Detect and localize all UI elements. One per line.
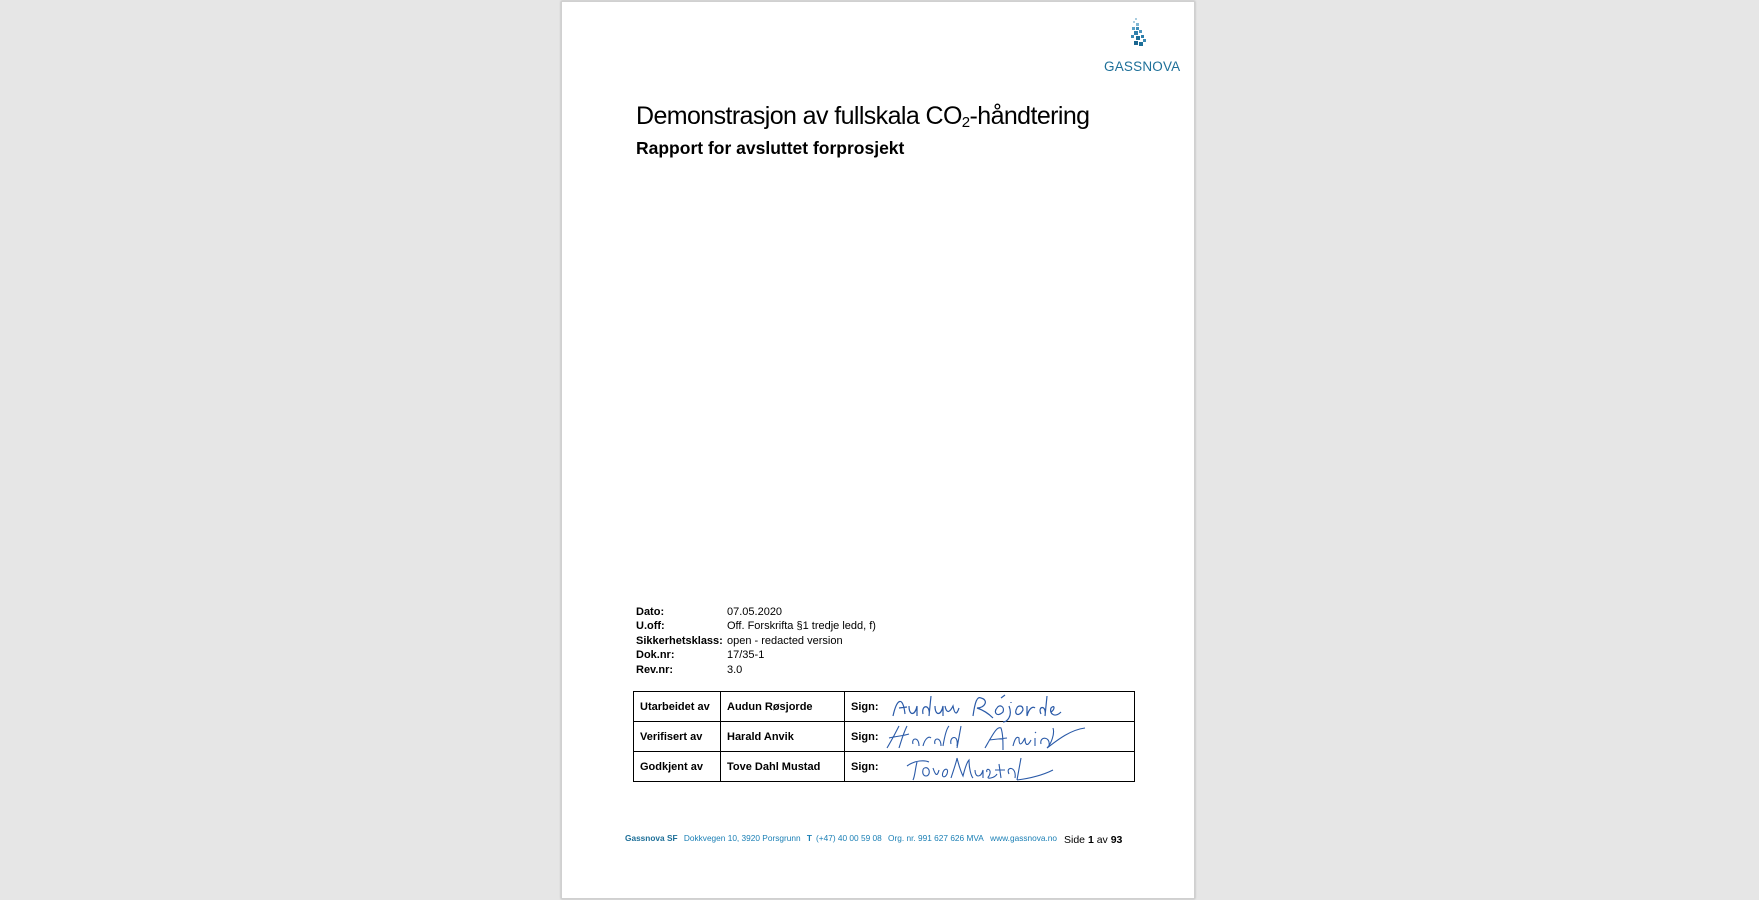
document-page (561, 1, 1195, 899)
footer-phone-label: T (806, 833, 812, 843)
role-cell: Utarbeidet av (634, 692, 721, 722)
handwritten-signature (885, 692, 1105, 722)
name-cell: Harald Anvik (721, 722, 845, 752)
role-cell: Verifisert av (634, 722, 721, 752)
gassnova-logo (1102, 18, 1182, 78)
meta-row-uoff (636, 619, 876, 633)
name-cell: Tove Dahl Mustad (721, 752, 845, 782)
sign-cell (845, 722, 1135, 752)
meta-row-doc-number (636, 648, 876, 662)
meta-label: Sikkerhetsklass: (636, 634, 723, 647)
meta-row-revision (636, 663, 876, 677)
meta-label: Rev.nr: (636, 663, 674, 676)
meta-value: 3.0 (727, 663, 743, 676)
meta-value: 07.05.2020 (727, 606, 783, 618)
footer-address: Dokkvegen 10, 3920 Porsgrunn (683, 833, 801, 843)
handwritten-signature (885, 752, 1105, 782)
meta-row-security-class (636, 634, 876, 648)
sign-label: Sign: (851, 700, 879, 713)
meta-label: Dato: (636, 606, 665, 618)
document-title: Demonstrasjon av fullskala $CO_2$-håndtering (636, 102, 1090, 131)
name-cell: Audun Røsjorde (721, 692, 845, 722)
meta-label: U.off: (636, 620, 665, 633)
logo-mark-icon (1124, 18, 1150, 54)
signature-row-prepared (634, 692, 1135, 722)
handwritten-signature (885, 722, 1105, 752)
footer-org-number: Org. nr. 991 627 626 MVA (888, 833, 984, 843)
meta-value: Off. Forskrifta §1 tredje ledd, f) (727, 620, 876, 633)
meta-value: open - redacted version (727, 634, 843, 647)
meta-row-date (636, 605, 876, 619)
page-footer (625, 833, 1061, 843)
sign-label: Sign: (851, 730, 879, 743)
signature-table (633, 691, 1135, 782)
document-subtitle: Rapport for avsluttet forprosjekt (636, 138, 905, 158)
logo-text: GASSNOVA (1104, 59, 1181, 74)
sign-cell (845, 752, 1135, 782)
signature-row-verified (634, 722, 1135, 752)
page-number: Side 1 av 93 (1064, 834, 1123, 846)
sign-label: Sign: (851, 760, 879, 773)
meta-value: 17/35-1 (727, 649, 765, 662)
signature-row-approved (634, 752, 1135, 782)
sign-cell (845, 692, 1135, 722)
footer-website-link[interactable]: www.gassnova.no (990, 833, 1058, 843)
meta-label: Dok.nr: (636, 649, 675, 662)
footer-phone: (+47) 40 00 59 08 (815, 833, 882, 843)
document-metadata (636, 605, 876, 677)
role-cell: Godkjent av (634, 752, 721, 782)
footer-company: Gassnova SF (625, 833, 678, 843)
